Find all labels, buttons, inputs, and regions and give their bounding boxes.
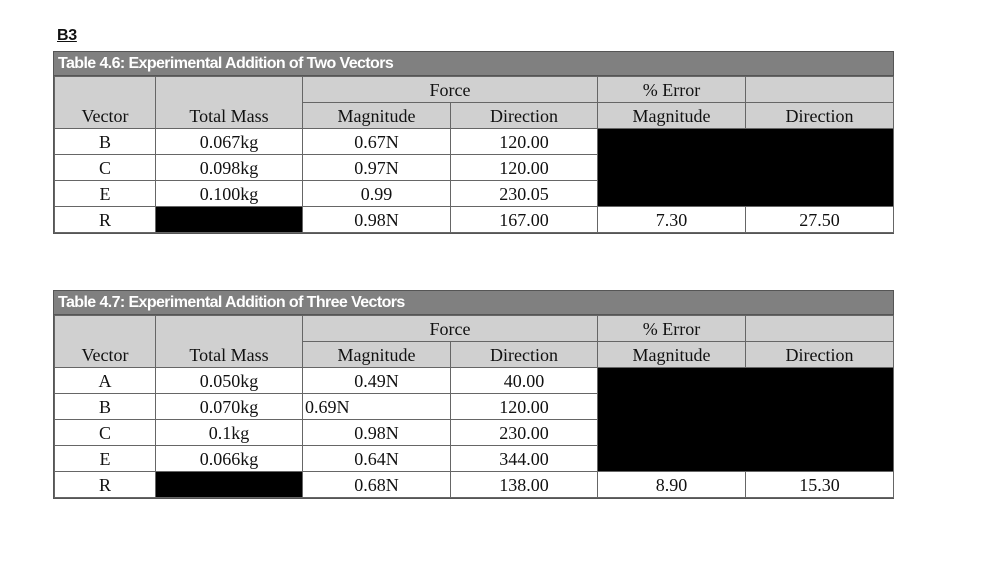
- magnitude-cell: 0.98N: [303, 420, 451, 446]
- table-title: Table 4.7: Experimental Addition of Three Vectors: [54, 291, 893, 315]
- error-magnitude-cell: 8.90: [598, 472, 746, 498]
- magnitude-cell: 0.98N: [303, 207, 451, 233]
- vector-cell: A: [55, 368, 156, 394]
- mass-cell: 0.067kg: [156, 129, 303, 155]
- vector-header: Vector: [55, 77, 156, 129]
- vector-cell: B: [55, 394, 156, 420]
- magnitude-cell: 0.49N: [303, 368, 451, 394]
- header-row-top: [55, 316, 894, 342]
- error-magnitude-header: Magnitude: [598, 342, 746, 368]
- error-magnitude-cell: 7.30: [598, 207, 746, 233]
- direction-cell: 40.00: [451, 368, 598, 394]
- magnitude-cell: 0.68N: [303, 472, 451, 498]
- table-4-6: [53, 51, 894, 234]
- table-row: [55, 129, 894, 155]
- mass-cell: 0.098kg: [156, 155, 303, 181]
- direction-cell: 230.05: [451, 181, 598, 207]
- mass-cell: 0.100kg: [156, 181, 303, 207]
- error-magnitude-header: Magnitude: [598, 103, 746, 129]
- percent-error-header: % Error: [598, 77, 746, 103]
- redacted-block: [598, 129, 894, 207]
- direction-cell: 138.00: [451, 472, 598, 498]
- direction-cell: 120.00: [451, 155, 598, 181]
- table-title: Table 4.6: Experimental Addition of Two Vectors: [54, 52, 893, 76]
- magnitude-cell: 0.67N: [303, 129, 451, 155]
- force-direction-header: Direction: [451, 342, 598, 368]
- mass-cell: 0.050kg: [156, 368, 303, 394]
- force-header: Force: [303, 77, 598, 103]
- magnitude-cell: 0.64N: [303, 446, 451, 472]
- error-direction-cell: 15.30: [746, 472, 894, 498]
- result-row: [55, 472, 894, 498]
- error-direction-header: Direction: [746, 342, 894, 368]
- force-magnitude-header: Magnitude: [303, 342, 451, 368]
- error-direction-header: Direction: [746, 103, 894, 129]
- redacted-block: [598, 368, 894, 472]
- direction-cell: 230.00: [451, 420, 598, 446]
- direction-cell: 167.00: [451, 207, 598, 233]
- vector-cell: E: [55, 181, 156, 207]
- vector-cell: C: [55, 155, 156, 181]
- magnitude-cell: 0.99: [303, 181, 451, 207]
- magnitude-cell: 0.69N: [303, 394, 451, 420]
- vector-cell: E: [55, 446, 156, 472]
- direction-cell: 120.00: [451, 394, 598, 420]
- force-magnitude-header: Magnitude: [303, 103, 451, 129]
- percent-error-header: % Error: [598, 316, 746, 342]
- vector-header: Vector: [55, 316, 156, 368]
- vector-table: [54, 315, 894, 498]
- redacted-mass-cell: [156, 207, 303, 233]
- vector-cell: R: [55, 207, 156, 233]
- mass-cell: 0.066kg: [156, 446, 303, 472]
- section-label: B3: [57, 27, 77, 44]
- magnitude-cell: 0.97N: [303, 155, 451, 181]
- direction-cell: 344.00: [451, 446, 598, 472]
- result-row: [55, 207, 894, 233]
- vector-cell: R: [55, 472, 156, 498]
- table-row: [55, 368, 894, 394]
- force-header: Force: [303, 316, 598, 342]
- total-mass-header: Total Mass: [156, 77, 303, 129]
- table-4-7: [53, 290, 894, 499]
- mass-cell: 0.1kg: [156, 420, 303, 446]
- force-direction-header: Direction: [451, 103, 598, 129]
- vector-table: [54, 76, 894, 233]
- vector-cell: C: [55, 420, 156, 446]
- mass-cell: 0.070kg: [156, 394, 303, 420]
- redacted-mass-cell: [156, 472, 303, 498]
- empty-header-cell: [746, 77, 894, 103]
- total-mass-header: Total Mass: [156, 316, 303, 368]
- direction-cell: 120.00: [451, 129, 598, 155]
- empty-header-cell: [746, 316, 894, 342]
- header-row-top: [55, 77, 894, 103]
- error-direction-cell: 27.50: [746, 207, 894, 233]
- vector-cell: B: [55, 129, 156, 155]
